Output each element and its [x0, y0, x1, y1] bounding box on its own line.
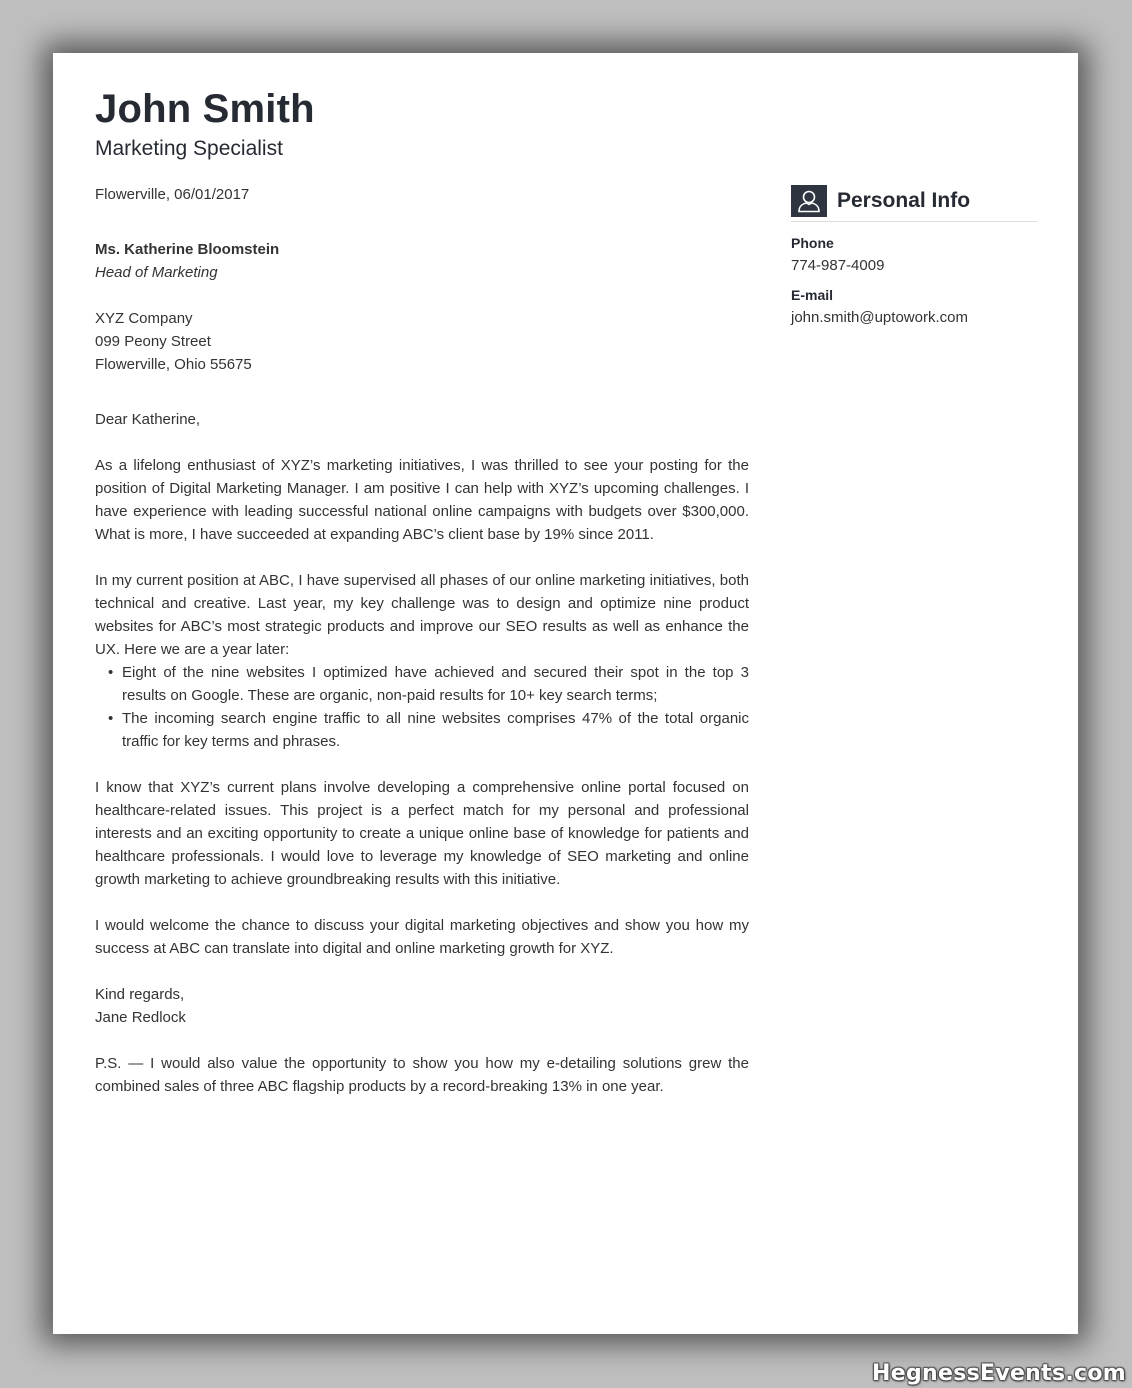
email-value: john.smith@uptowork.com: [791, 309, 968, 326]
watermark: HegnessEvents.com: [872, 1361, 1126, 1386]
place-date: Flowerville, 06/01/2017: [95, 186, 250, 203]
section-header: [791, 184, 1037, 222]
list-item: • The incoming search engine traffic to all nine websites comprises 47% of the total organic traffic for key terms and phrases.: [122, 707, 749, 753]
paragraph-call-to-action: I would welcome the chance to discuss your digital marketing objectives and show you how my success at ABC can translate into digital and online marketing growth for XYZ.: [95, 917, 749, 957]
cover-letter-page: [53, 53, 1078, 1334]
paragraph-intro: As a lifelong enthusiast of XYZ’s marketing initiatives, I was thrilled to see your posting for the position of Digital Marketing Manager. I am positive I can help with XYZ’s upcoming challenges. I have experience with leading successful national online campaigns with budgets over $300,000. What is more, I have succeeded at expanding ABC’s client base by 19% since 2011.: [95, 457, 749, 543]
section-title: Personal Info: [837, 188, 971, 212]
email-label: E-mail: [791, 287, 834, 303]
address-street: 099 Peony Street: [95, 333, 211, 350]
closing: Kind regards,: [95, 986, 185, 1003]
paragraph-plans: I know that XYZ’s current plans involve developing a comprehensive online portal focused on healthcare-related issues. This project is a perfect match for my personal and professional interests and an exciting opportunity to create a unique online base of knowledge for patients and healthcare professionals. I would love to leverage my knowledge of SEO marketing and online growth marketing to achieve groundbreaking results with this initiative.: [95, 779, 749, 888]
address-company: XYZ Company: [95, 310, 193, 327]
phone-label: Phone: [791, 235, 834, 251]
paragraph-current-position: In my current position at ABC, I have supervised all phases of our online marketing initiatives, both technical and creative. Last year, my key challenge was to design and optimize nine product websites for ABC’s most strategic products and improve our SEO results as well as enhance the UX. Here we are a year later:: [95, 572, 749, 658]
sidebar-personal-info: [791, 184, 1037, 329]
address-city: Flowerville, Ohio 55675: [95, 356, 252, 373]
signature: Jane Redlock: [95, 1009, 186, 1026]
letter-body: [95, 183, 749, 1098]
user-icon: [791, 185, 827, 217]
postscript: P.S. — I would also value the opportunity to show you how my e-detailing solutions grew the combined sales of three ABC flagship products by a record-breaking 13% in one year.: [95, 1055, 749, 1095]
applicant-name: John Smith: [95, 87, 315, 131]
phone-value: 774-987-4009: [791, 257, 885, 274]
salutation: Dear Katherine,: [95, 411, 201, 428]
achievements-list: [95, 661, 749, 753]
recipient-title: Head of Marketing: [95, 264, 218, 281]
list-item: • Eight of the nine websites I optimized have achieved and secured their spot in the top 3 results on Google. These are organic, non-paid results for 10+ key search terms;: [122, 661, 749, 707]
applicant-role: Marketing Specialist: [95, 137, 283, 160]
recipient-name: Ms. Katherine Bloomstein: [95, 241, 280, 258]
